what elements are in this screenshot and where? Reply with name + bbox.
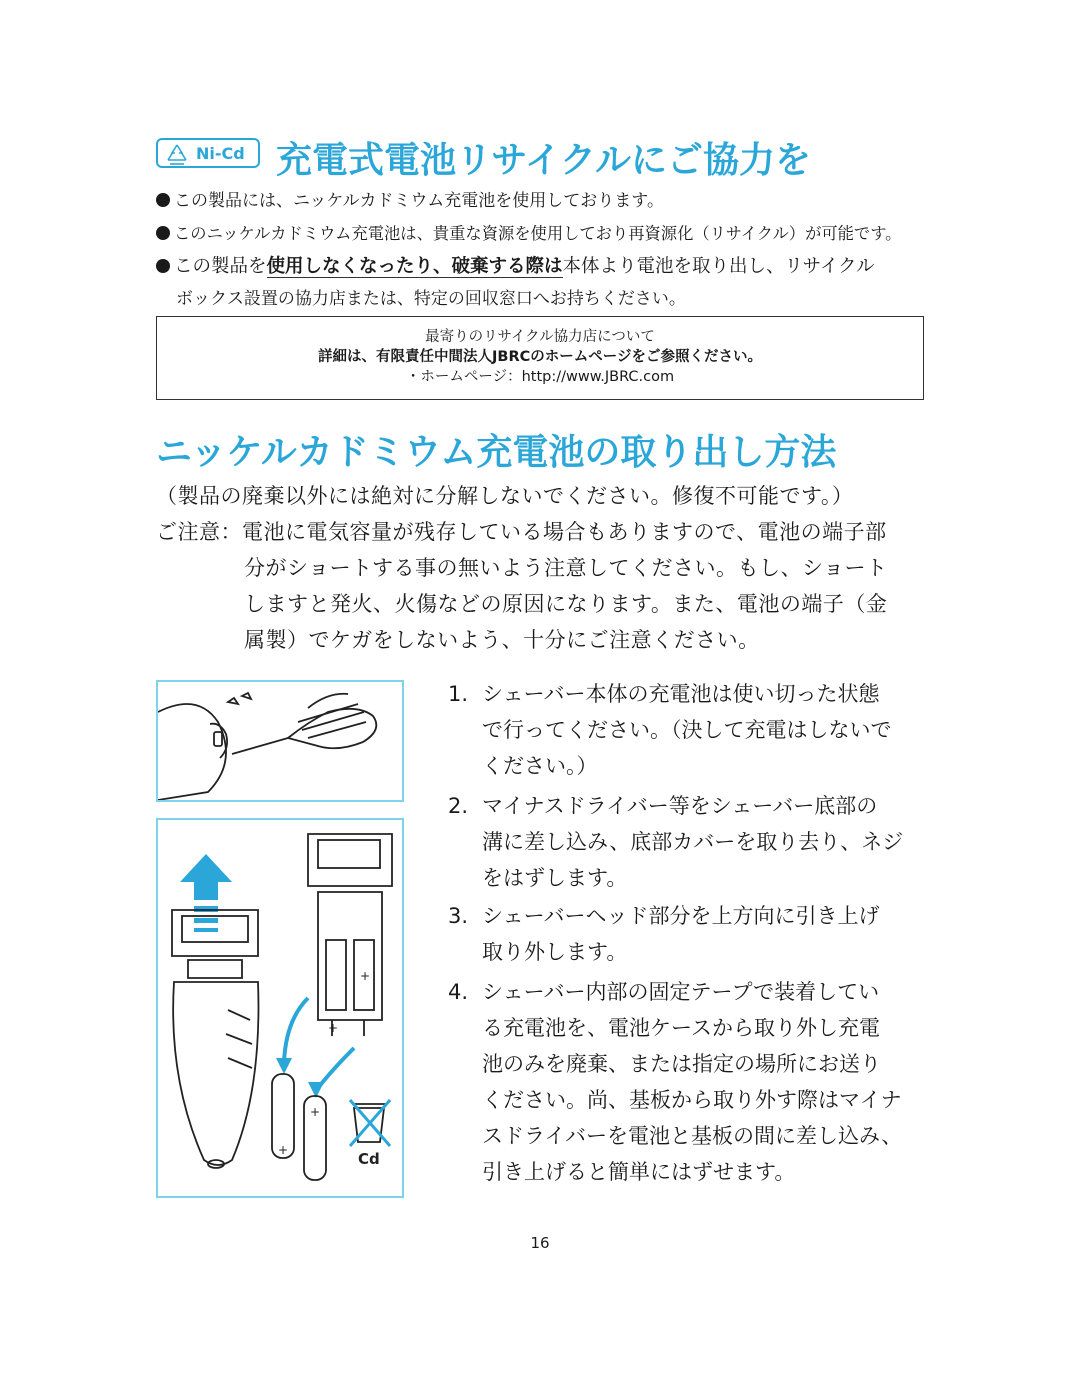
recycle-heading: 充電式電池リサイクルにご協力を [276,140,811,181]
crossed-out-bin-icon [350,1100,390,1146]
step-1 [448,676,892,784]
bullet-item-2 [156,220,901,244]
step-line: マイナスドライバー等をシェーバー底部の [482,794,878,818]
page-number: 16 [530,1234,550,1252]
bullet-text: この製品には、ニッケルカドミウム充電池を使用しております。 [174,191,664,211]
illustration-remove-cover [156,680,404,802]
step-line: シェーバーヘッド部分を上方向に引き上げ [482,904,880,928]
recycle-info-box [156,316,924,400]
caution-line-4: 属製）でケガをしないよう、十分にご注意ください。 [244,628,760,652]
shaver-disassembly-illustration [158,820,402,1196]
step-number: 4. [448,980,469,1004]
step-line: シェーバー内部の固定テープで装着してい [482,980,880,1004]
ni-cd-recycle-badge [156,138,260,168]
bullet-emphasis: 使用しなくなったり、破棄する際は [266,256,563,277]
info-line-3: ・ホームページ：http://www.JBRC.com [405,369,675,385]
step-line: 池のみを廃棄、または指定の場所にお送り [482,1052,881,1076]
caution-label: ご注意： [156,520,242,544]
step-3 [448,898,880,970]
plus-sign: + [328,1021,339,1035]
step-line: をはずします。 [482,866,628,890]
info-line-1: 最寄りのリサイクル協力店について [425,329,655,345]
bullet-icon [156,226,170,240]
up-arrow-icon [180,854,232,932]
bullet-item-3 [156,252,874,278]
step-line: ください。尚、基板から取り外す際はマイナ [482,1088,902,1112]
step-line: で行ってください。（決して充電はしないで [482,718,892,742]
bullet-item-1 [156,186,664,211]
plus-sign: + [278,1143,289,1157]
illustration-remove-battery [156,818,404,1198]
bullet-icon [156,259,170,273]
bullet-item-3-line2: ボックス設置の協力店または、特定の回収窓口へお持ちください。 [176,289,686,309]
bullet-text: この製品を [174,256,267,277]
step-number: 2. [448,794,469,818]
down-arrow-icon [276,1058,292,1074]
step-line: スドライバーを電池と基板の間に差し込み、 [482,1124,903,1148]
step-number: 1. [448,682,469,706]
caution-text: 電池に電気容量が残存している場合もありますので、電池の端子部 [242,520,887,544]
step-line: シェーバー本体の充電池は使い切った状態 [482,682,880,706]
bullet-text: このニッケルカドミウム充電池は、貴重な資源を使用しており再資源化（リサイクル）が可能です。 [174,224,902,243]
plus-sign: + [360,969,371,983]
badge-label: Ni-Cd [196,144,245,163]
recycle-icon [164,142,190,168]
step-line: ください。） [482,754,598,778]
bin-label: Cd [358,1150,380,1168]
step-number: 3. [448,904,469,928]
step-4 [448,974,902,1190]
disassembly-note: （製品の廃棄以外には絶対に分解しないでください。修復不可能です。） [156,484,854,508]
step-line: 溝に差し込み、底部カバーを取り去り、ネジ [482,830,904,854]
caution-line-1 [156,516,887,546]
plus-sign: + [310,1105,321,1119]
step-line: 取り外します。 [482,940,628,964]
bullet-icon [156,193,170,207]
step-line: る充電池を、電池ケースから取り外し充電 [482,1016,880,1040]
step-2 [448,788,903,896]
step-line: 引き上げると簡単にはずせます。 [482,1160,796,1184]
caution-line-3: しますと発火、火傷などの原因になります。また、電池の端子（金 [244,592,888,616]
info-line-2: 詳細は、有限責任中間法人JBRCのホームページをご参照ください。 [318,349,762,365]
removal-heading: ニッケルカドミウム充電池の取り出し方法 [156,432,837,473]
caution-line-2: 分がショートする事の無いよう注意してください。もし、ショート [244,556,888,580]
bullet-text: 本体より電池を取り出し、リサイクル [562,256,875,277]
screwdriver-illustration [158,682,402,800]
